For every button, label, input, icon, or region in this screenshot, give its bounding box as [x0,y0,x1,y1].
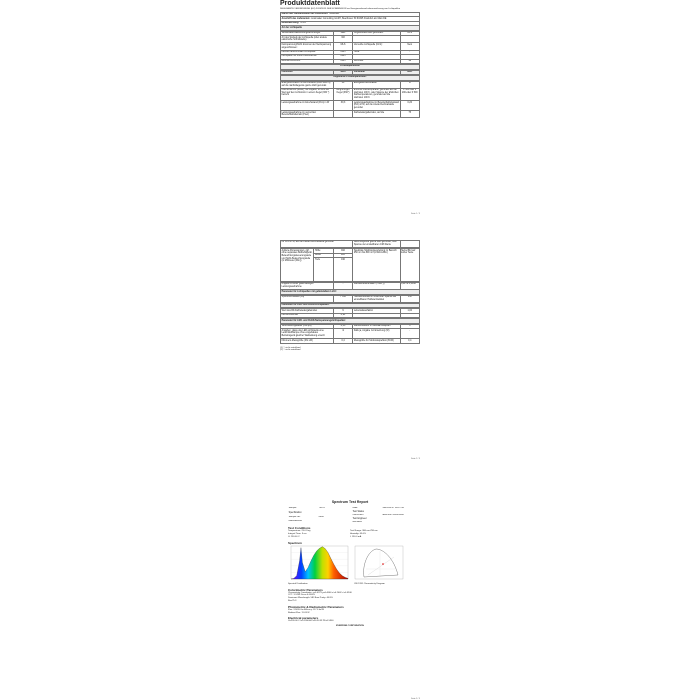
info-value [382,521,412,524]
colorimetric-line: Ra=75.3 [288,600,297,602]
dims-width-value: 220 [333,253,352,257]
table-cell: Falls ja, Angabe zur Ersetzung (W) [353,329,400,339]
table-cell: 75 [400,111,419,118]
info-label: Test Engineer [352,517,367,520]
section-photometric: Photometric & Radiometric Parameters [288,604,344,609]
spectrum-chart [288,545,350,583]
info-label: Instrument [352,514,364,517]
chromaticity-point [382,563,384,565]
table-cell: 2 500 oder 6 200-oder 6 500 [400,88,419,101]
table-cell: 30 [333,81,352,88]
table-cell: MLS [333,43,352,50]
table-cell: 150 [400,295,419,302]
table-cell: LED [333,31,352,35]
cie-diagram [354,545,404,583]
info-value: T21-C [318,507,325,510]
table-cell: Nein [400,43,419,50]
dims-depth-label: Tiefe [314,258,333,282]
info-label: Date [352,507,358,510]
allg-table [280,81,420,119]
table-cell: 1,00 [400,309,419,313]
table-row [281,339,420,343]
table-cell: Wert des R9-Farbwiedergabeindex [281,309,334,313]
table-cell: Lichtstromerhalt [281,313,334,317]
condition-item: I: 130.0 mA [350,536,362,539]
table-cell: Wert [333,70,352,74]
electrical-line: U=230.00 V I=0.1300 A P=30.30 W PF=0.5300 [288,620,334,623]
table-row [281,70,420,74]
table-cell [353,36,400,43]
oled-table [280,308,420,318]
table-cell: 9 [333,309,352,313]
table-cell: nl [333,329,352,339]
info-left-table [288,507,348,524]
table-cell: Leistungsaufnahme im vernetzten Bereitschaftsbetrieb (Pnet) [281,111,334,118]
table-cell: Halbwertswinkel in Grad oder Spanne der einstellbaren Halbwertswinkel [353,295,400,302]
electrical-lines [288,620,412,623]
table-cell: W2 [333,36,352,43]
cie-caption: CIE 1931 Chromaticity Diagram [354,582,385,585]
table-row [281,295,420,302]
section-led: Parameter für Lichtquellen mit gebündeltem Licht: [281,290,420,294]
spectrum-caption: Spectral Distribution [288,582,308,585]
intro-right-text: Gleichfolgende ganze Zahl gerundet, oder Spanne der einstellbaren CRI-Werte [353,241,400,248]
condition-item: Humidity: 65.0% [350,533,366,536]
regulation-text: DELEGIERTE VERORDNUNG (EU) 2019/2015 DER KOMMISSION zur Energieverbrauchskennzeichnung von Lichtquellen [280,8,401,10]
spectral-label: Spektrale Strahlungsverteilung im Bereich 250 nm bis 800 nm (mW/nm/klm) [353,249,400,282]
table-cell: 0,91 [333,313,352,317]
condition-item: U: 230.00 V [288,536,300,539]
info-label: Sample [288,507,297,510]
info-value: 0086 [318,516,324,519]
table-cell: 30,3 [333,101,352,111]
colorimetric-line: Dominant Wavelength: 582.8nm Purity: 46.8% [288,597,333,600]
address-label: Anschrift des Lieferanten: [281,17,311,20]
table-cell [400,36,419,43]
condition-item: Test Range: 380 nm-780 nm [350,530,378,533]
table-cell: Spitzenlichtstärke (cd) [281,295,334,302]
table-cell: Leistungsaufnahme im Bereitschaftszustand (Psb) in W, auf die zweite Dezimalstelle gerundet [353,101,399,110]
info-row [352,514,412,517]
netz-table [280,324,420,344]
page-title: Produktdatenblatt [280,0,340,7]
table-cell: Parameter [353,70,400,74]
dims-height-label: Höhe [314,249,333,253]
section-oled: Parameter für LED- und OLED-Lichtquellen: [281,303,420,307]
table-cell: Parameter [281,70,334,74]
table-cell: 0,4 [333,339,352,343]
table-cell: Leistungsaufnahme im Ein-Zustand (Pon) in W [281,101,334,111]
condition-item: Integral Time: 3 ms [288,533,307,536]
model-label: Modellkennung: [281,22,300,25]
info-label: Sample No. [288,516,301,519]
art-table [280,31,420,64]
table-row [281,329,420,339]
table-cell: Energieeffizienzklasse [353,81,400,88]
chromat-label: Farbwertkoordinaten (x und y) [353,282,400,289]
info-label: Manufacturer [288,520,303,523]
table-cell: Energieverbrauch im Ein-Zustand (kWh/1000 h), auf die nächstliegende ganze Zahl gerundet [281,81,334,88]
table-cell: Nein [333,55,352,59]
chromat-value: 0,4279 0,4046 [400,282,419,289]
section-test-conditions: Test Conditions [288,526,311,531]
footnote-2: (2) '-' nicht zutreffend [280,349,301,352]
table-cell: 3 [400,324,419,328]
datasheet-page-2 [280,240,420,460]
table-cell: Nutzlichtstrom (Φuse), mit Angabe, ob sich der Wert auf den Lichtstrom in einem Kegel (360 °) bezieht [281,88,334,101]
table-cell: Wert [400,70,419,74]
dims-height-value: 910 [333,249,352,253]
section-electrical: Electrical parameters [288,616,319,621]
table-row [281,81,420,88]
table-cell: 0,53 [333,324,352,328]
footnote-1: (1) '-' nicht zutreffend [280,346,301,349]
table-cell: Netzspannung/Nicht direkt an der Netzspannung angeschlossen: [281,43,334,50]
table-row [281,88,420,101]
page-number: Seite 1 / 3 [410,213,420,215]
table-row [281,313,420,317]
page-number: Seite 3 / 3 [410,698,420,700]
table-cell: Nein [333,59,352,63]
photometric-line: Flux: 3 563.0 lm Efficacy: 117.6 lm/W [288,608,324,611]
table-cell: Farbkonsistenz in McAdam-Ellipsen [353,324,400,328]
table-cell: Ja [400,59,419,63]
equiv-value: - [333,282,352,289]
info-value: Everfine HAAS-2000 [382,514,404,517]
photometric-line: Radiant Flux: 11.03 W [288,611,310,614]
table-cell: Messgröße für Stroboskopeffekt (SVM) [353,339,400,343]
test-conditions [288,530,412,538]
table-cell: Angaben, dass eine LED-Lichtquelle eine Leuchtstofflampe ohne eingebautes Betriebsgerät gleicher Wattleistung ersetzt [281,329,334,339]
colorimetric-line: Chromaticity Coordinate: x=0.4279 y=0.4046 u'=0.2462 v'=0.5240 [288,591,352,594]
table-cell: Farbwiedergabeindex, auf die [353,111,400,118]
section-produkt: Produktparameter [281,65,420,69]
led-table [280,295,420,303]
page-number: Seite 2 / 3 [410,458,420,460]
model-value: T21-C [299,22,307,25]
table-cell: Hülle: [353,50,400,54]
section-allg: Allgemeine Produktparameter: [281,76,420,80]
equiv-label: Angabe zu einer gleichwertigen Leistungsaufnahme [281,282,334,289]
table-cell: Flimmern-Messgröße (Pst LM) [281,339,334,343]
info-label: Test Status [352,510,364,513]
table-cell: Blendschutzschild: [281,59,334,63]
table-cell: 7 050 [333,295,352,302]
table-cell [353,313,400,317]
table-cell: Dimmbar: [353,59,400,63]
datasheet-page-1 [280,0,420,215]
table-cell: Art des Sockels der Lichtquelle (oder andere elektrische Schnittstelle) [281,36,334,43]
spectral-value: Siehe Bild auf letzter Seite [400,249,419,282]
info-right-table [352,507,412,524]
table-cell: Verschiebungsfaktor (cos φ1) [281,324,334,328]
colorimetric-line: CCT: 3 249K Duv=-0.00025 [288,594,315,597]
supplier-value: TEKENEL [328,13,340,16]
supplier-label: Name oder Handelsmarke des Lieferanten: [281,13,329,16]
table-cell: - [400,50,419,54]
section-netz: Parameter für LED- und OLED-Netzspannungslichtquellen: [281,319,420,323]
info-label: Remarks [352,521,362,524]
info-value: 2024-08-17 09:07:36 [382,507,404,510]
info-row [352,521,412,524]
table-row [281,36,420,43]
table-row [281,59,420,63]
dims-depth-value: 190 [333,258,352,282]
info-label: Specification [288,511,302,514]
report-title: Spectrum Test Report [331,500,369,504]
table-cell: DLS [400,31,419,35]
address-value: mooimaker Consulting GmbH, Beethoven 50 60325 Frankfurt am Main DE [310,17,387,20]
condition-item: Temperature: 25.0 Deg [288,530,311,533]
table-cell: 0,20 [400,101,419,111]
table-cell: G [400,81,419,88]
report-page-3 [280,500,420,700]
table-cell: ähnliche Farbtemperatur, gerundet auf die nächsten 100 K, oder Spanne der ähnlichen Farbtemperaturen, gerundet auf die nächsten 100 K [353,89,399,100]
table-cell: Nein [333,50,352,54]
section-art: Art der Lichtquelle [281,26,420,30]
dims-width-label: Breite [314,253,333,257]
table-cell: Ringförmiger Kegel (360°) [333,88,352,101]
table-cell: 0,4 [400,339,419,343]
table-cell: Vernetzte Lichtquelle (CLS): [353,43,400,50]
table-cell [333,111,352,118]
table-cell: Lichtquelle mit hoher Leuchtdichte: [281,55,334,59]
section-spectrum: Spectrum [288,540,302,545]
table-cell: Ungebündelt oder gebündelt: [353,31,400,35]
table-cell: Verwendete Beleuchtungstechnologie: [281,31,334,35]
table-cell: Lebensdauerfaktor [353,309,400,313]
photometric-lines [288,609,412,615]
dims-label: Äußere Abmessungen, ggf. ohne separates Betriebsgerät, Beleuchtungssteuerungsteile und Nicht-Beleuchtungsteile (in Millimeter (Mm)) [281,249,314,282]
section-colorimetric: Colorimetric Parameters [288,587,323,592]
company-name: EVERFINE CORPORATION [336,625,364,628]
colorimetric-lines [288,592,412,603]
table-row [281,111,420,118]
table-row [281,101,420,111]
intro-text: für CLS in W, auf die zweite Dezimalstelle gerundet [281,241,353,248]
info-row [288,520,348,524]
table-cell: Farblich abstimmbare Lichtquelle: [281,50,334,54]
table-cell: - [400,329,419,339]
table-row [281,43,420,50]
table-cell [400,313,419,317]
info-value [318,520,348,524]
